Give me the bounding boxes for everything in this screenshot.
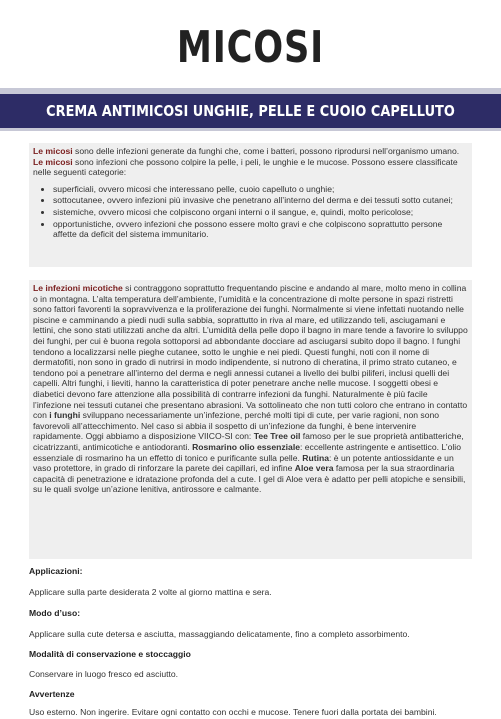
intro-paragraph: [33, 146, 468, 178]
info-text-4: famoso per le sue proprietà antibatteriche, cicatrizzanti, antimicotiche e antiodoranti.: [33, 431, 464, 452]
info-text: si contraggono soprattutto frequentando piscine e andando al mare, molto meno in collina o in montagna. L’alta temperatura dell’ambiente, l’umidità e la concentrazione di molte persone in spazi ristretti sono fattori favorenti la sopravvivenza e la proliferazione dei funghi. Normalmente si viene infettati nuotando nelle piscine e camminando a piedi nudi sulla sabbia, soprattutto in riva al mare, ed utilizzando teli, asciugamani e lettini, che sono stati utilizzati anche da altri. L’umidità della pelle dopo il bagno in mare tende a favorire lo sviluppo dei funghi, per cui è buona regola sottoporsi ad abbondante docciare ad asciugarsi subito dopo il bagno. I funghi tendono a localizzarsi nelle pieghe cutanee, sotto le unghie e nei piedi. Questi funghi, noti con il nome di dermatofiti, non sono in grado di nutrirsi in modo indipendente, si nutrono di cheratina, il primo strato cutaneo, e tendono poi a penetrare all’interno del derma e negli annessi cutanei a livello dei bulbi piliferi, inclusi quelli dei capelli. Altri funghi, i lieviti, hanno la caratteristica di poter penetrare anche nelle mucose. I soggetti obesi e diabetici devono fare attenzione alla possibilità di contrarre infezioni da funghi. Naturalmente è più facile l’infezione nei tessuti cutanei che presentano abrasioni. Va sottolineato che non tutti coloro che entrano in contatto con: [33, 283, 468, 421]
intro-lead-2: Le micosi: [33, 156, 73, 167]
info-text-6: : è un potente antiossidante e un vaso protettore, in grado di rinforzare la parete dei capillari, ed infine: [33, 452, 454, 474]
info-text-5: : eccellente astringente e antisettico. L’olio essenziale di rosmarino ha un effetto di tonico e purificante sulla pelle.: [33, 441, 461, 463]
info-bold-funghi: i funghi: [49, 410, 81, 421]
banner-stripe: [0, 128, 501, 131]
warnings-heading: Avvertenze: [29, 689, 75, 699]
list-item: • sistemiche, ovvero micosi che colpiscono organi interni o il sangue, e, quindi, molto pericolose;: [53, 207, 468, 218]
usage-heading: Modo d’uso:: [29, 608, 81, 618]
banner-heading: CREMA ANTIMICOSI UNGHIE, PELLE E CUOIO CAPELLUTO: [46, 102, 455, 120]
ingredient-rutin: Rutina: [302, 452, 330, 463]
page-title: MICOSI: [176, 22, 325, 73]
applications-text: Applicare sulla parte desiderata 2 volte al giorno mattina e sera.: [29, 587, 272, 597]
category-list: [33, 184, 468, 240]
list-item: • superficiali, ovvero micosi che interessano pelle, cuoio capelluto o unghie;: [53, 184, 468, 195]
warnings-text: Uso esterno. Non ingerire. Evitare ogni contatto con occhi e mucose. Tenere fuori dalla portata dei bambini.: [29, 707, 437, 717]
intro-lead: Le micosi: [33, 146, 73, 156]
info-text-7: famosa per la sua straordinaria capacità di penetrazione e idratazione profonda del a cute. I gel di Aloe vera è adatto per pelli atopiche e sensibili, su le quali svolge un’azione lenitiva, antirossore e calmante.: [33, 463, 466, 495]
ingredient-rosemary: Rosmarino olio essenziale: [192, 441, 300, 452]
applications-heading: Applicazioni:: [29, 566, 83, 576]
usage-text: Applicare sulla cute detersa e asciutta, massaggiando delicatamente, fino a completo assorbimento.: [29, 629, 410, 639]
info-text-3: Oggi abbiamo a disposizione VIICO-SI con:: [85, 431, 254, 442]
info-card: [29, 280, 472, 559]
intro-text: sono delle infezioni generate da funghi che, come i batteri, possono riprodursi nell’organismo umano.: [72, 146, 460, 156]
info-lead: Le infezioni micotiche: [33, 283, 123, 293]
intro-card: [29, 143, 472, 267]
title-banner: [0, 88, 501, 130]
intro-text-2: sono infezioni che possono colpire la pelle, i peli, le unghie e le mucose. Possono essere classificate nelle seguenti categorie:: [33, 156, 458, 178]
ingredient-tea-tree: Tee Tree oil: [253, 431, 301, 442]
storage-heading: Modalità di conservazione e stoccaggio: [29, 649, 191, 659]
list-item: • opportunistiche, ovvero infezioni che possono essere molto gravi e che colpiscono soprattutto persone affette da deficit del sistema immunitario.: [53, 219, 468, 240]
info-paragraph: [33, 283, 468, 495]
storage-text: Conservare in luogo fresco ed asciutto.: [29, 669, 179, 679]
list-item: • sottocutanee, ovvero infezioni più invasive che penetrano all’interno del derma e dei tessuti sotto cutanei;: [53, 195, 468, 206]
info-text-2: sviluppano necessariamente un’infezione, perché molti tipi di cute, per varie ragioni, non sono favorevoli all’attecchimento. Nel caso si abbia il sospetto di un’infezione da funghi, è bene intervenire rapidamente.: [33, 410, 440, 442]
ingredient-aloe: Aloe vera: [294, 463, 334, 474]
